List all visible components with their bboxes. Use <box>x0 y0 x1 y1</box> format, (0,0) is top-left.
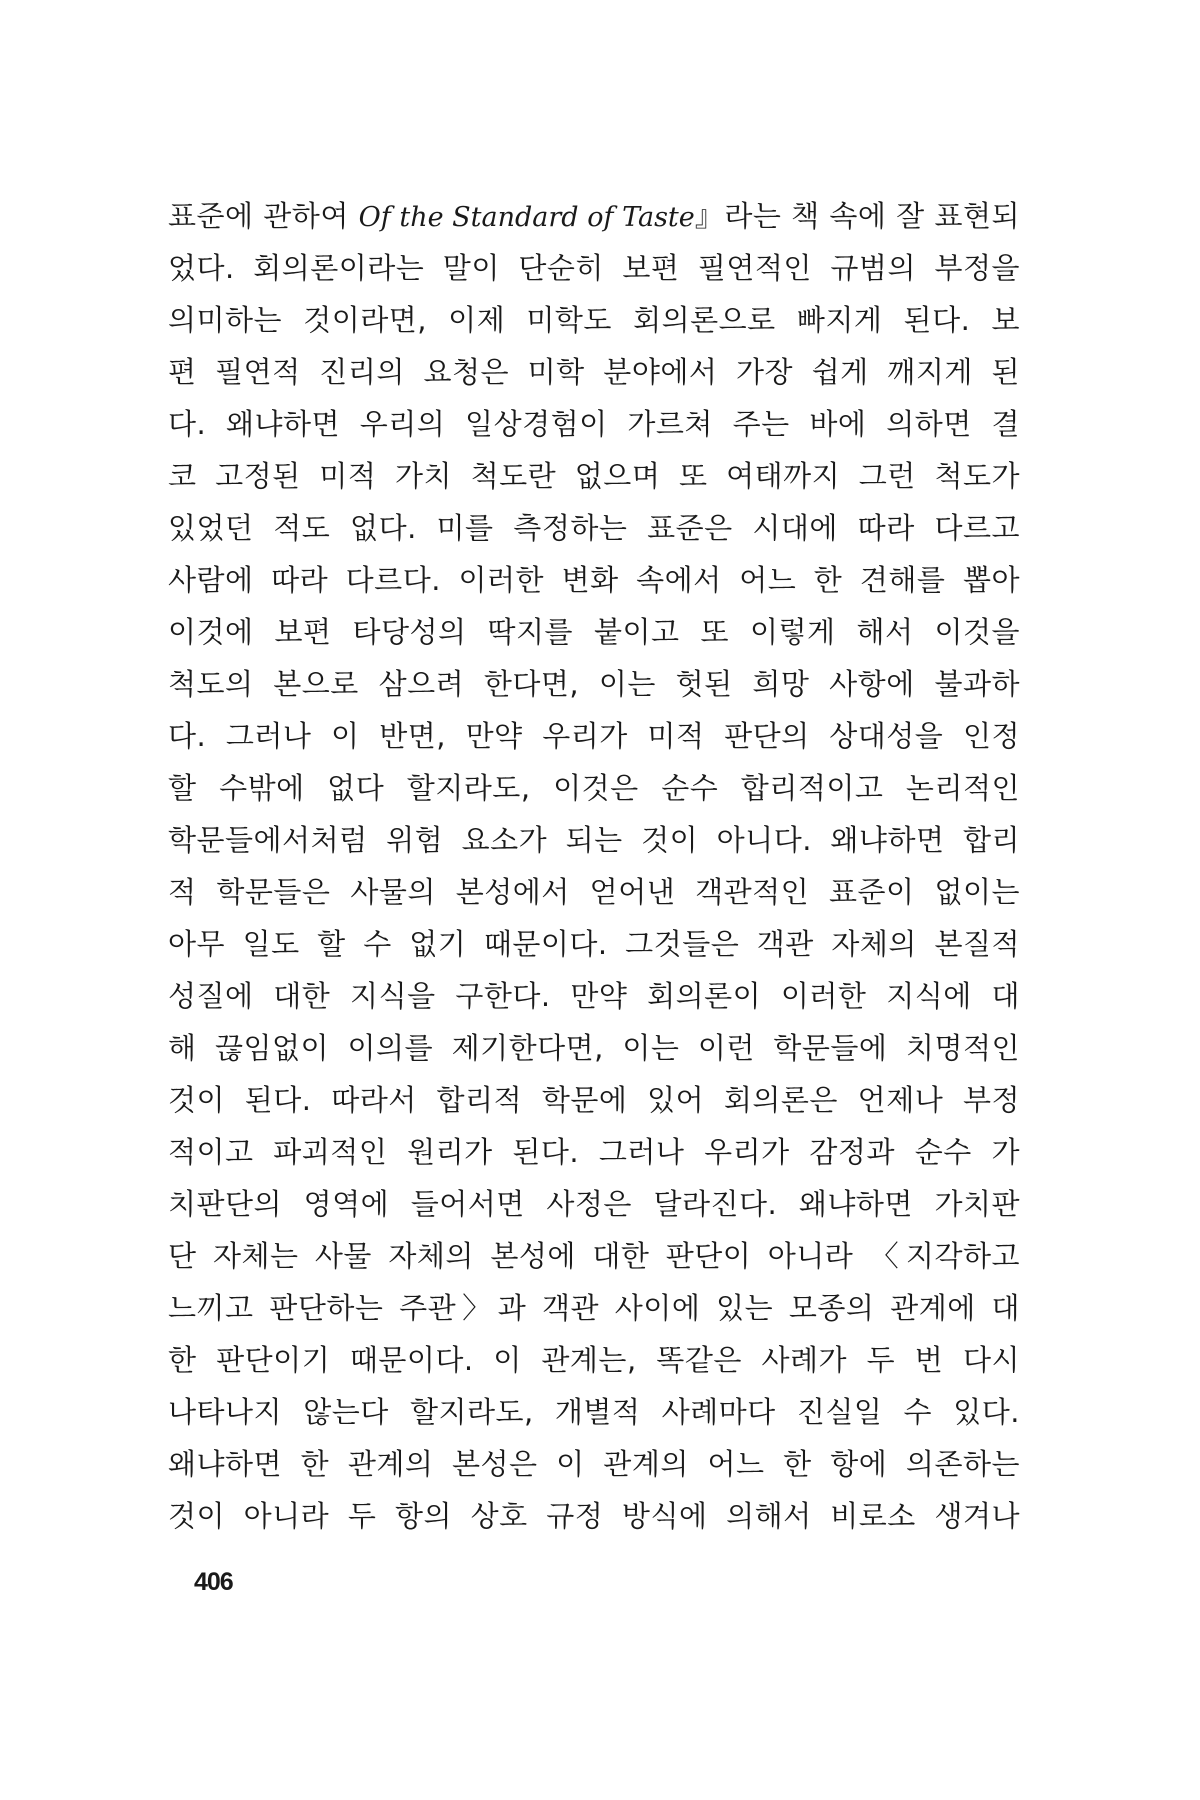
text-line: 것이 아니라 두 항의 상호 규정 방식에 의해서 비로소 생겨나 <box>168 1499 1020 1533</box>
text-line: 해 끊임없이 이의를 제기한다면, 이는 이런 학문들에 치명적인 <box>168 1031 1020 1065</box>
text-line: 나타나지 않는다 할지라도, 개별적 사례마다 진실일 수 있다. <box>168 1395 1020 1429</box>
text-line: 적이고 파괴적인 원리가 된다. 그러나 우리가 감정과 순수 가 <box>168 1135 1020 1169</box>
text-line: 학문들에서처럼 위험 요소가 되는 것이 아니다. 왜냐하면 합리 <box>168 823 1020 857</box>
text-line: 단 자체는 사물 자체의 본성에 대한 판단이 아니라 〈지각하고 <box>168 1239 1020 1273</box>
text-line: 다. 그러나 이 반면, 만약 우리가 미적 판단의 상대성을 인정 <box>168 719 1020 753</box>
book-title-english: Of the Standard of Taste <box>358 202 695 233</box>
body-text <box>168 190 1020 1542</box>
text-line-end: 』라는 책 속에 잘 표현되 <box>694 199 1020 233</box>
text-line <box>168 190 1020 242</box>
text-line: 코 고정된 미적 가치 척도란 없으며 또 여태까지 그런 척도가 <box>168 459 1020 493</box>
text-line: 었다. 회의론이라는 말이 단순히 보편 필연적인 규범의 부정을 <box>168 251 1020 285</box>
text-line: 편 필연적 진리의 요청은 미학 분야에서 가장 쉽게 깨지게 된 <box>168 355 1020 389</box>
text-line-start: 표준에 관하여 <box>168 199 359 233</box>
text-line: 것이 된다. 따라서 합리적 학문에 있어 회의론은 언제나 부정 <box>168 1083 1020 1117</box>
text-line: 의미하는 것이라면, 이제 미학도 회의론으로 빠지게 된다. 보 <box>168 303 1020 337</box>
text-line: 한 판단이기 때문이다. 이 관계는, 똑같은 사례가 두 번 다시 <box>168 1343 1020 1377</box>
text-line: 왜냐하면 한 관계의 본성은 이 관계의 어느 한 항에 의존하는 <box>168 1447 1020 1481</box>
text-line: 척도의 본으로 삼으려 한다면, 이는 헛된 희망 사항에 불과하 <box>168 667 1020 701</box>
text-line: 있었던 적도 없다. 미를 측정하는 표준은 시대에 따라 다르고 <box>168 511 1020 545</box>
text-line: 아무 일도 할 수 없기 때문이다. 그것들은 객관 자체의 본질적 <box>168 927 1020 961</box>
page-number: 406 <box>194 1568 233 1596</box>
text-line: 성질에 대한 지식을 구한다. 만약 회의론이 이러한 지식에 대 <box>168 979 1020 1013</box>
text-line: 다. 왜냐하면 우리의 일상경험이 가르쳐 주는 바에 의하면 결 <box>168 407 1020 441</box>
text-line: 치판단의 영역에 들어서면 사정은 달라진다. 왜냐하면 가치판 <box>168 1187 1020 1221</box>
text-line: 느끼고 판단하는 주관〉과 객관 사이에 있는 모종의 관계에 대 <box>168 1291 1020 1325</box>
text-line: 이것에 보편 타당성의 딱지를 붙이고 또 이렇게 해서 이것을 <box>168 615 1020 649</box>
text-line: 할 수밖에 없다 할지라도, 이것은 순수 합리적이고 논리적인 <box>168 771 1020 805</box>
text-line: 사람에 따라 다르다. 이러한 변화 속에서 어느 한 견해를 뽑아 <box>168 563 1020 597</box>
text-line: 적 학문들은 사물의 본성에서 얻어낸 객관적인 표준이 없이는 <box>168 875 1020 909</box>
